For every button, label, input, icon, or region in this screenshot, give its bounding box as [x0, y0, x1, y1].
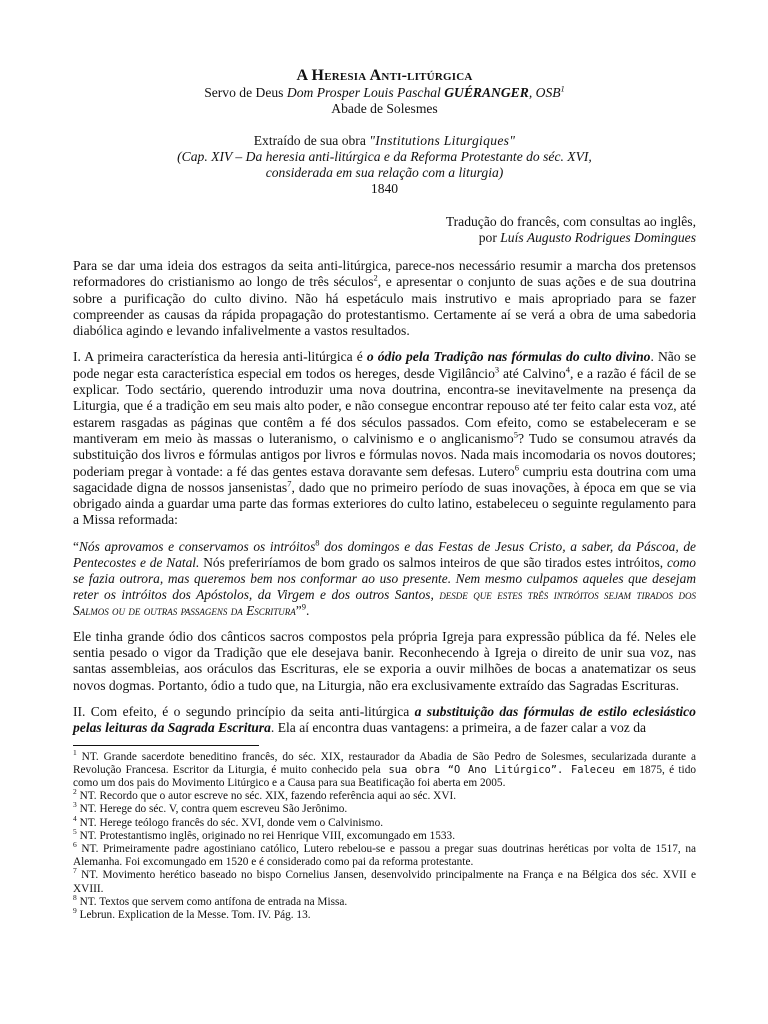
footnote-1-text: NT. Grande sacerdote beneditino francês, do séc. XIX, restaurador da Abadia de São Pedro de Solesmes, secularizada durante a Revolução Francesa. Escritor da Liturgia, é muito conhecido pela [73, 750, 696, 776]
quote-text-b: dos domingos e das Festas de Jesus Cristo, a saber, da Páscoa, de Pentecostes e de Natal. [73, 538, 696, 570]
document-title: A Heresia Anti-litúrgica [296, 67, 473, 84]
footnote-ref-9[interactable]: 9 [301, 601, 306, 612]
footnote-5 [73, 826, 696, 843]
footnote-ref-7[interactable]: 7 [287, 478, 292, 489]
quote-text-d: como se fazia outrora, mas queremos bem nos conformar ao uso presente. Nem mesmo culpamos aqueles que desejam reter os intróitos dos Apóstolos, da Virgem e dos outros Santos, [73, 554, 696, 602]
footnote-2 [73, 787, 696, 803]
translator-name: Luís Augusto Rodrigues Domingues [500, 230, 696, 245]
footnotes [73, 747, 696, 923]
translation-note: Tradução do francês, com consultas ao inglês, [445, 214, 696, 229]
footnote-ref-1[interactable]: 1 [560, 83, 565, 94]
paragraph-4-text-a: II. Com efeito, é o segundo princípio da seita anti-litúrgica [73, 703, 415, 719]
source-work: "Institutions Liturgiques" [369, 133, 516, 148]
footnote-6-text: NT. Primeiramente padre agostiniano católico, Lutero rebelou-se e passou a pregar suas doutrinas heréticas por volta de 1517, na Alemanha. Foi excomungado em 1520 e é considerado como pai da reforma protestante. [73, 842, 696, 869]
paragraph-3: Ele tinha grande ódio dos cânticos sacros compostos pela própria Igreja para expressão pública da fé. Neles ele sentia pesado o vigor da Tradição que ele desejava banir. Reconhecendo à Igreja o direito de unir sua voz, nas santas assembleias, aos oráculos das Escrituras, ele se exporia a ouvir milhões de bocas a anatematizar os seus novos dogmas. Portanto, ódio a tudo que, na Liturgia, não era exclusivamente extraído das Sagradas Escrituras. [73, 628, 696, 693]
quote-end: . [306, 602, 310, 618]
footnote-number: 3 [73, 800, 77, 810]
footnote-9-text: Lebrun. Explication de la Messe. Tom. IV. Pág. 13. [79, 908, 311, 921]
footnote-ref-3[interactable]: 3 [494, 364, 500, 375]
paragraph-2-emphasis: o ódio pela Tradição nas fórmulas do culto divino [366, 349, 651, 365]
footnote-number: 4 [73, 813, 77, 823]
footnote-number: 1 [73, 747, 77, 757]
paragraph-2-text-f: cumpriu esta doutrina com uma sagacidade digna de nossos jansenistas [73, 463, 696, 495]
footnote-number: 6 [73, 840, 77, 850]
author-name: Dom Prosper Louis Paschal [286, 85, 445, 100]
year: 1840 [370, 181, 399, 196]
footnote-7-text: NT. Movimento herético baseado no bispo Cornelius Jansen, desenvolvido principalmente na França e na Bélgica dos séc. XVII e XVIII. [73, 869, 696, 895]
footnote-divider [73, 745, 259, 746]
footnote-number: 8 [73, 893, 77, 902]
quote-open: “ [73, 538, 79, 554]
paragraph-4-text-b: . Ela aí encontra duas vantagens: a primeira, a de fazer calar a voz da [270, 720, 647, 736]
footnote-8-text: NT. Textos que servem como antífona de entrada na Missa. [79, 895, 348, 908]
paragraph-4 [73, 704, 696, 737]
quote-text-a: Nós aprovamos e conservamos os intróitos [78, 538, 316, 554]
paragraph-1-text: Para se dar uma ideia dos estragos da seita anti-litúrgica, parece-nos necessário resumir a marcha dos pretensos reformadores do cristianismo ao longo de três séculos [73, 258, 696, 290]
footnote-number: 7 [73, 866, 77, 876]
translator-line [73, 230, 696, 246]
footnote-ref-2[interactable]: 2 [373, 272, 378, 283]
paragraph-2-text-a: I. A primeira característica da heresia anti-litúrgica é [73, 349, 367, 365]
footnote-3 [73, 800, 696, 816]
footnote-1-mono: sua obra “O Ano Litúrgico”. Faleceu em [380, 763, 636, 776]
paragraph-2-text-d: , e a razão é fácil de se explicar. Todo sectário, querendo introduzir uma nova doutrina, encontra-se inevitavelmente na presença da Liturgia, que é a tradição em seu mais alto poder, e não consegue encontrar repouso até ter feito calar esta voz, até estarem rasgadas as páginas que contêm a fé dos séculos passados. Com efeito, como se estabeleceram e se mantiveram em meio às massas o luteranismo, o calvinismo e o anglicanismo [73, 365, 696, 446]
footnote-9 [73, 906, 696, 922]
footnote-1-text-b: 1875, é tido como um dos pais do Movimento Litúrgico e a Causa para sua Beatificação foi aberta em 2005. [73, 763, 696, 789]
footnote-8 [73, 893, 696, 909]
footnote-ref-6[interactable]: 6 [514, 462, 519, 473]
chapter-line-1 [73, 149, 696, 165]
paragraph-1-text-b: , e apresentar o conjunto de suas ações e de sua doutrina sobre a purificação do culto divino. Não há espetáculo mais instrutivo e mais apropriado para se fazer compreender as causas da rápida propagação do protestantismo. Certamente aí se verá a obra de uma sabedoria diabólica agindo e levando infalivelmente a vastos resultados. [73, 274, 696, 339]
footnote-4-text: NT. Herege teólogo francês do séc. XVI, donde vem o Calvinismo. [79, 816, 384, 829]
footnote-5-text: NT. Protestantismo inglês, originado no rei Henrique VIII, excomungado em 1533. [79, 829, 456, 842]
paragraph-2-text-c: até Calvino [499, 365, 566, 381]
chapter-line-2 [73, 165, 696, 181]
footnote-number: 2 [73, 787, 77, 797]
chapter-text-1: (Cap. XIV – Da heresia anti-litúrgica e da Reforma Protestante do séc. XVI, [177, 149, 592, 164]
author-surname: GUÉRANGER [444, 85, 529, 100]
author-suffix: , OSB [528, 85, 561, 100]
footnote-ref-4[interactable]: 4 [565, 364, 570, 375]
paragraph-4-emphasis: a substituição das fórmulas de estilo eclesiástico pelas leituras da Sagrada Escritura [73, 703, 696, 736]
source-prefix: Extraído de sua obra [253, 133, 370, 148]
paragraph-2-text-e: ? Tudo se consumou através da substituição dos livros e fórmulas antigos por livros e fórmulas novos. Nada mais incomodaria os novos doutores; poderiam pregar à vontade: a fé das gentes estava doravante sem defesas. Lutero [73, 430, 696, 479]
footnote-number: 9 [73, 906, 77, 916]
footnote-number: 5 [73, 826, 77, 836]
paragraph-2-text-b: . Não se pode negar esta característica especial em todos os hereges, desde Vigilâncio [73, 349, 697, 381]
source-line [73, 133, 696, 149]
author-line [73, 85, 696, 101]
quote-smallcaps: desde que estes três intróitos sejam tirados dos Salmos ou de outras passagens da Escritura [73, 586, 696, 618]
luther-quote [73, 539, 696, 619]
chapter-text-2: considerada em sua relação com a liturgia) [265, 165, 504, 180]
footnote-ref-5[interactable]: 5 [513, 429, 518, 440]
author-prefix: Servo de Deus [204, 85, 287, 100]
paragraph-2 [73, 349, 696, 528]
quote-close: ” [295, 602, 302, 618]
quote-text-c: Nós preferiríamos de bom grado os salmos inteiros de que são tirados estes intróitos, [199, 554, 667, 570]
footnote-2-text: NT. Recordo que o autor escreve no séc. XIX, fazendo referência aqui ao séc. XVI. [79, 790, 457, 803]
footnote-6 [73, 840, 696, 869]
paragraph-2-text-g: , dado que no primeiro período de suas inovações, à época em que se via obrigado ainda a guardar uma parte das formas exteriores do culto latino, estabeleceu o seguinte regulamento para a Missa reformada: [73, 479, 696, 528]
footnote-7 [73, 866, 696, 895]
paragraph-1 [73, 258, 696, 339]
translator-by: por [478, 230, 501, 245]
footnote-ref-8[interactable]: 8 [315, 537, 320, 548]
footnote-1 [73, 747, 696, 791]
abbey-line: Abade de Solesmes [331, 101, 438, 116]
footnote-4 [73, 813, 696, 830]
footnote-3-text: NT. Herege do séc. V, contra quem escreveu São Jerônimo. [79, 803, 348, 816]
document-page [73, 66, 696, 922]
